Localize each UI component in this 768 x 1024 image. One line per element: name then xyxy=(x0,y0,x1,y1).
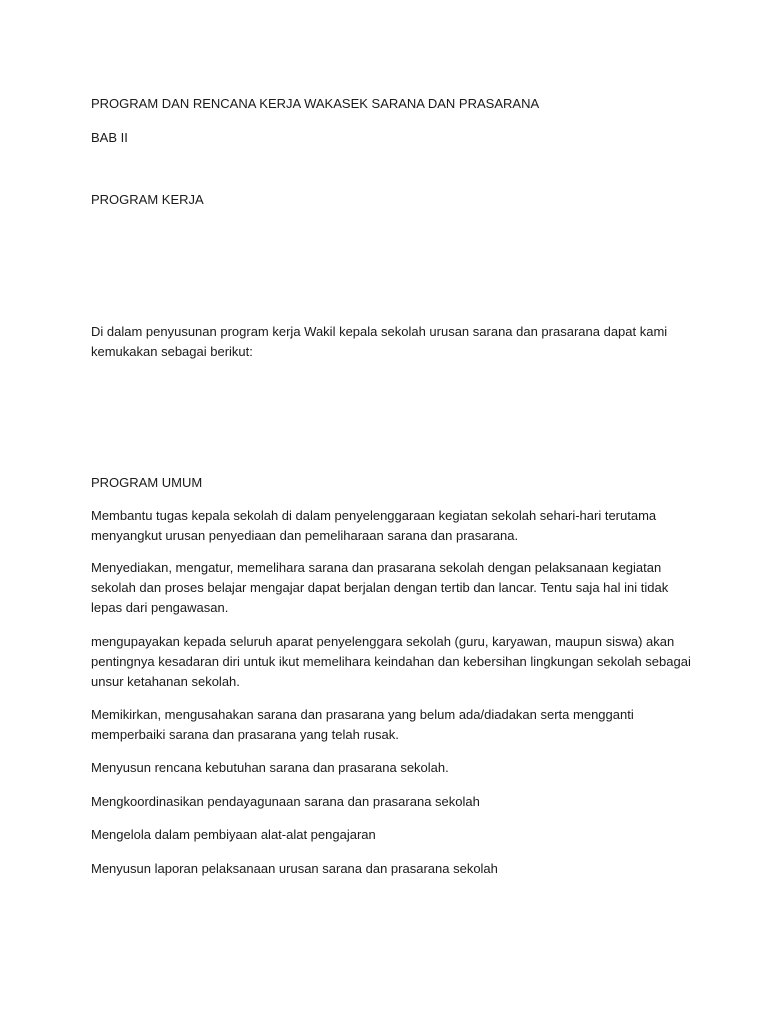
intro-paragraph xyxy=(91,322,691,362)
document-title: PROGRAM DAN RENCANA KERJA WAKASEK SARANA DAN PRASARANA xyxy=(91,96,540,111)
paragraph-line: Menyusun rencana kebutuhan sarana dan prasarana sekolah. xyxy=(91,760,449,775)
subheading-program-umum: PROGRAM UMUM xyxy=(91,475,203,490)
paragraph-line: menyangkut urusan penyediaan dan pemeliharaan sarana dan prasarana. xyxy=(91,528,519,543)
paragraph-line: unsur ketahanan sekolah. xyxy=(91,674,240,689)
paragraph-line: Mengelola dalam pembiyaan alat-alat pengajaran xyxy=(91,827,376,842)
paragraph-4 xyxy=(91,705,691,745)
paragraph-line: Memikirkan, mengusahakan sarana dan prasarana yang belum ada/diadakan serta mengganti xyxy=(91,707,634,722)
paragraph-line: mengupayakan kepada seluruh aparat penyelenggara sekolah (guru, karyawan, maupun siswa) akan xyxy=(91,634,675,649)
paragraph-7 xyxy=(91,825,691,845)
intro-line: kemukakan sebagai berikut: xyxy=(91,344,253,359)
paragraph-line: Mengkoordinasikan pendayagunaan sarana dan prasarana sekolah xyxy=(91,794,480,809)
paragraph-line: pentingnya kesadaran diri untuk ikut memelihara keindahan dan kebersihan lingkungan sekolah sebagai xyxy=(91,654,691,669)
paragraph-line: Membantu tugas kepala sekolah di dalam penyelenggaraan kegiatan sekolah sehari-hari terutama xyxy=(91,508,657,523)
paragraph-line: Menyediakan, mengatur, memelihara sarana dan prasarana sekolah dengan pelaksanaan kegiatan xyxy=(91,560,662,575)
paragraph-line: Menyusun laporan pelaksanaan urusan sarana dan prasarana sekolah xyxy=(91,861,498,876)
paragraph-8 xyxy=(91,859,691,879)
paragraph-1 xyxy=(91,506,691,546)
paragraph-3 xyxy=(91,632,691,692)
intro-line: Di dalam penyusunan program kerja Wakil kepala sekolah urusan sarana dan prasarana dapat kami xyxy=(91,324,668,339)
chapter-label: BAB II xyxy=(91,130,128,145)
section-heading: PROGRAM KERJA xyxy=(91,192,204,207)
paragraph-line: memperbaiki sarana dan prasarana yang telah rusak. xyxy=(91,727,399,742)
paragraph-2 xyxy=(91,558,691,618)
paragraph-5 xyxy=(91,758,691,778)
paragraph-6 xyxy=(91,792,691,812)
paragraph-line: lepas dari pengawasan. xyxy=(91,600,229,615)
paragraph-line: sekolah dan proses belajar mengajar dapat berjalan dengan tertib dan lancar. Tentu saja hal ini tidak xyxy=(91,580,669,595)
